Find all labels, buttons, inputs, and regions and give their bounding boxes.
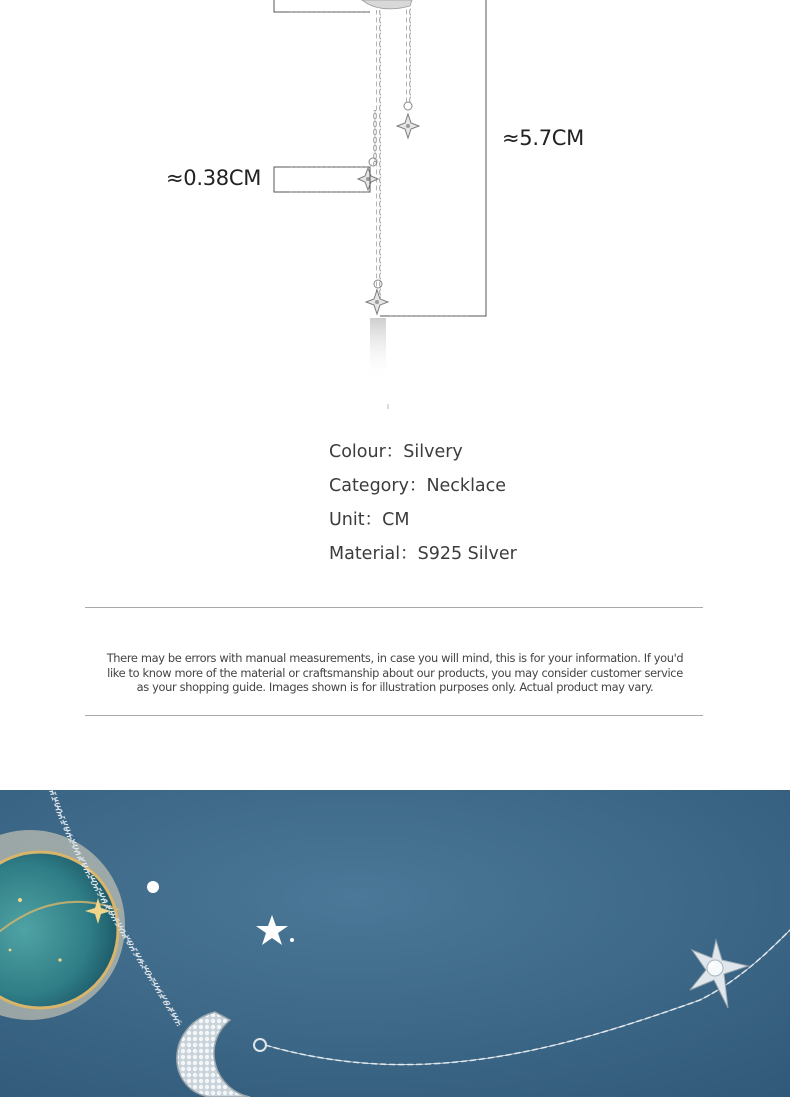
star-charm-icon [397, 102, 419, 138]
spec-label: Category [329, 476, 409, 496]
spec-colour [329, 438, 517, 472]
spec-value: CM [382, 510, 410, 530]
spec-separator: ： [364, 510, 383, 530]
spec-category [329, 472, 517, 506]
spec-value: Necklace [426, 476, 507, 496]
charm-width-dimension-label: ≈0.38CM [166, 166, 262, 190]
spec-unit [329, 506, 517, 540]
divider-top [85, 607, 703, 608]
necklace-drawing [0, 0, 790, 420]
spec-separator: ： [408, 476, 427, 496]
spec-label: Colour [329, 442, 386, 462]
spec-value: S925 Silver [417, 544, 517, 564]
spec-value: Silvery [403, 442, 463, 462]
necklace-photo-illustration [0, 790, 790, 1097]
spec-material [329, 540, 517, 574]
product-photo [0, 790, 790, 1097]
spec-separator: ： [400, 544, 418, 564]
spec-separator: ： [385, 442, 404, 462]
divider-bottom [85, 715, 703, 716]
length-dimension-label: ≈5.7CM [502, 126, 584, 150]
spec-label: Unit [329, 510, 365, 530]
spec-label: Material [329, 544, 401, 564]
disclaimer-text: There may be errors with manual measurements, in case you will mind, this is for your information. If you'd like to know more of the material or craftsmanship about our products, you may consider customer service as your shopping guide. Images shown is for illustration purposes only. Actual product may vary. [106, 651, 684, 695]
spec-list [329, 438, 517, 574]
product-dimension-diagram [0, 0, 790, 420]
